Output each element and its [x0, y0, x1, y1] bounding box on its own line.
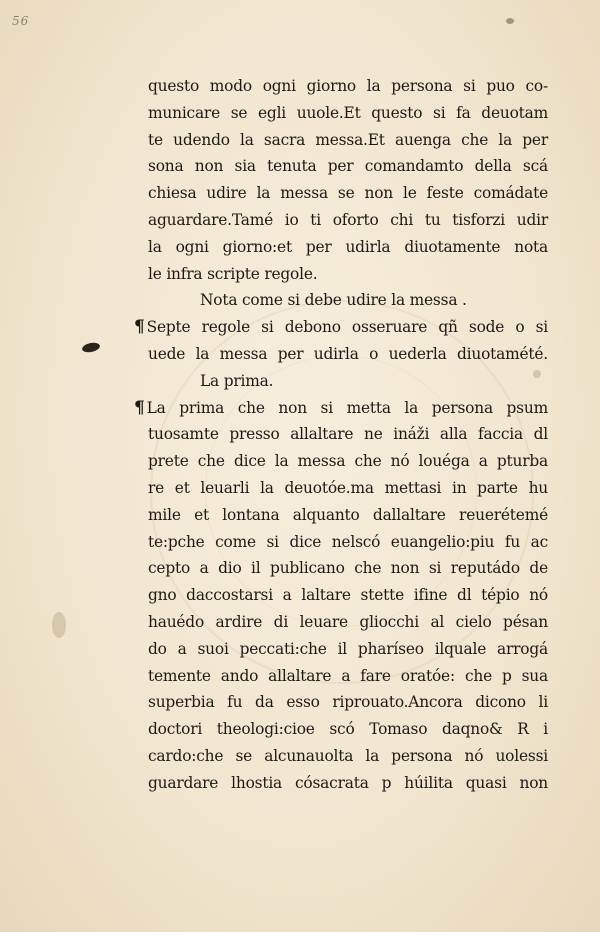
- text-line: [148, 73, 548, 100]
- text-line: [148, 582, 548, 609]
- line-text: te:pche come si dice nelscó euangelio:piu fu ac: [148, 532, 548, 551]
- text-line: [148, 207, 548, 234]
- line-text: Nota come si debe udire la messa .: [200, 291, 467, 310]
- line-text: la ogni giorno:et per udirla diuotamente nota: [148, 237, 548, 256]
- text-line: [148, 743, 548, 770]
- line-text: tuosamte presso allaltare ne ináži alla faccia dl: [148, 425, 548, 444]
- text-line: [148, 609, 548, 636]
- line-text: sona non sia tenuta per comandamto della scá: [148, 157, 548, 176]
- text-line: [148, 180, 548, 207]
- line-text: hauédo ardire di leuare gliocchi al cielo pésan: [148, 612, 548, 631]
- ink-blot: [81, 341, 100, 354]
- line-text: uede la messa per udirla o uederla diuotamété.: [148, 344, 548, 363]
- line-text: guardare lhostia cósacrata p húilita quasi non: [148, 773, 548, 792]
- line-text: le infra scripte regole.: [148, 264, 318, 283]
- text-line: [148, 153, 548, 180]
- line-text: re et leuarli la deuotóe.ma mettasi in parte hu: [148, 478, 548, 497]
- text-line: [148, 636, 548, 663]
- text-line: [148, 770, 548, 797]
- line-text: superbia fu da esso riprouato.Ancora dicono li: [148, 693, 548, 712]
- paper-speck: [506, 18, 514, 24]
- line-text: prete che dice la messa che nó louéga a pturba: [148, 452, 548, 471]
- pilcrow-mark: ¶: [134, 397, 145, 418]
- pilcrow-mark: ¶: [134, 317, 145, 338]
- line-text: cardo:che se alcunauolta la persona nó uolessi: [148, 746, 548, 765]
- text-line: [134, 314, 548, 341]
- text-line: [148, 663, 548, 690]
- text-line: [148, 100, 548, 127]
- line-text: chiesa udire la messa se non le feste comádate: [148, 184, 548, 203]
- text-line: [148, 689, 548, 716]
- text-line: [134, 395, 548, 422]
- text-line: [148, 502, 548, 529]
- text-line: [148, 261, 548, 288]
- section-heading: [148, 368, 548, 395]
- paper-stain: [52, 612, 66, 638]
- line-text: do a suoi peccati:che il pharíseo ilquale arrogá: [148, 639, 548, 658]
- line-text: te udendo la sacra messa.Et auenga che la per: [148, 130, 548, 149]
- text-line: [148, 421, 548, 448]
- line-text: questo modo ogni giorno la persona si puo co-: [148, 77, 548, 95]
- line-text: doctori theologi:cioe scó Tomaso daqno& R i: [148, 720, 548, 739]
- text-line: [148, 529, 548, 556]
- line-text: La prima che non si metta la persona psum: [146, 398, 548, 417]
- section-heading: [148, 287, 548, 314]
- text-line: [148, 555, 548, 582]
- page-number: 56: [12, 14, 30, 28]
- line-text: cepto a dio il publicano che non si reputádo de: [148, 559, 548, 578]
- text-line: [148, 234, 548, 261]
- line-text: temente ando allaltare a fare oratóe: che p sua: [148, 666, 548, 685]
- text-line: [148, 341, 548, 368]
- line-text: Septe regole si debono osseruare qñ sode o si: [146, 318, 548, 337]
- text-line: [148, 448, 548, 475]
- line-text: gno daccostarsi a laltare stette ifine dl tépio nó: [148, 586, 548, 605]
- text-line: [148, 716, 548, 743]
- line-text: aguardare.Tamé io ti oforto chi tu tisforzi udir: [148, 210, 548, 229]
- body-text: [134, 73, 548, 797]
- line-text: mile et lontana alquanto dallaltare reuerétemé: [148, 505, 548, 524]
- text-line: [148, 127, 548, 154]
- line-text: La prima.: [200, 371, 274, 390]
- text-line: [148, 475, 548, 502]
- line-text: municare se egli uuole.Et questo si fa deuotam: [148, 103, 548, 122]
